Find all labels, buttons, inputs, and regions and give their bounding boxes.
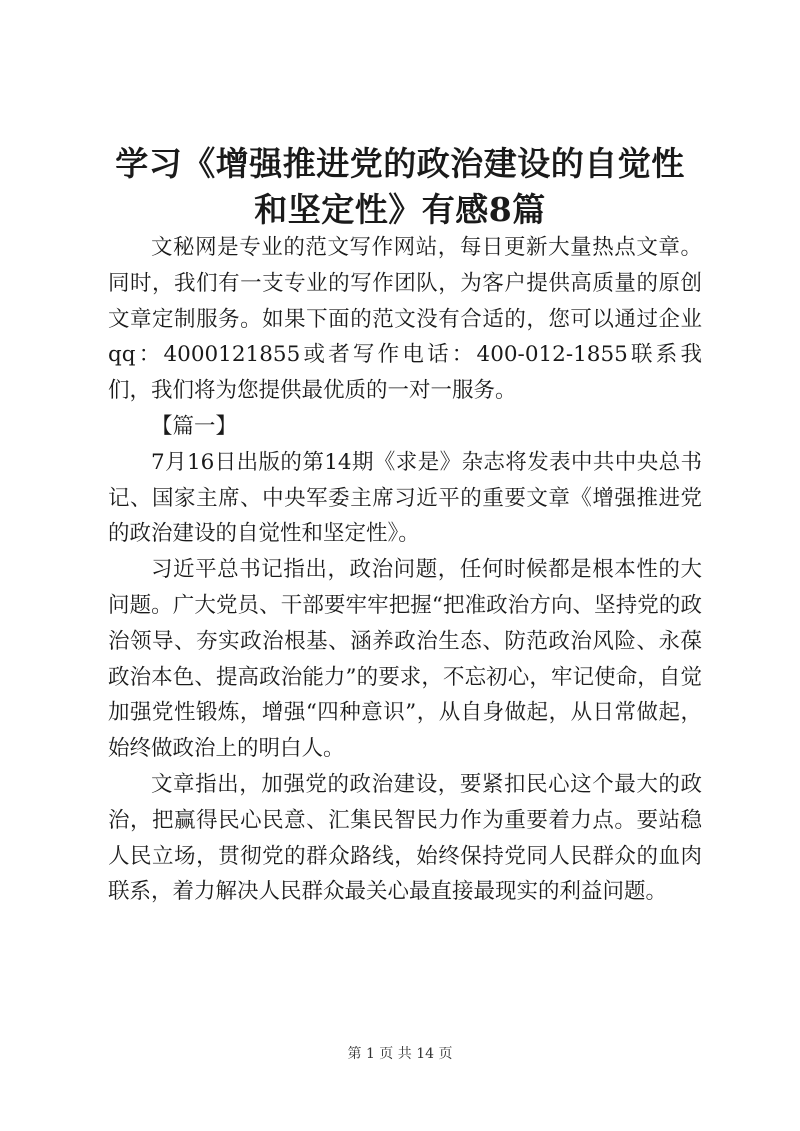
body-paragraph: 文章指出，加强党的政治建设，要紧扣民心这个最大的政治，把赢得民心民意、汇集民智民力作为重要着力点。要站稳人民立场，贯彻党的群众路线，始终保持党同人民群众的血肉联系，着力解决人民群众最关心最直接最现实的利益问题。 [108, 771, 702, 905]
document-body [108, 230, 702, 910]
page-number-footer: 第 1 页 共 14 页 [347, 1046, 453, 1062]
document-title: 学习《增强推进党的政治建设的自觉性和坚定性》有感8篇 [115, 144, 685, 229]
body-paragraph: 习近平总书记指出，政治问题，任何时候都是根本性的大问题。广大党员、干部要牢牢把握“把准政治方向、坚持党的政治领导、夯实政治根基、涵养政治生态、防范政治风险、永葆政治本色、提高政治能力”的要求，不忘初心，牢记使命，自觉加强党性锻炼，增强“四种意识”，从自身做起，从日常做起，始终做政治上的明白人。 [108, 557, 702, 762]
intro-paragraph: 文秘网是专业的范文写作网站，每日更新大量热点文章。同时，我们有一支专业的写作团队，为客户提供高质量的原创文章定制服务。如果下面的范文没有合适的，您可以通过企业qq：4000121855或者写作电话：400-012-1855联系我们，我们将为您提供最优质的一对一服务。 [108, 235, 702, 404]
body-paragraph: 7月16日出版的第14期《求是》杂志将发表中共中央总书记、国家主席、中央军委主席习近平的重要文章《增强推进党的政治建设的自觉性和坚定性》。 [108, 449, 702, 547]
section-heading: 【篇一】 [151, 413, 238, 439]
